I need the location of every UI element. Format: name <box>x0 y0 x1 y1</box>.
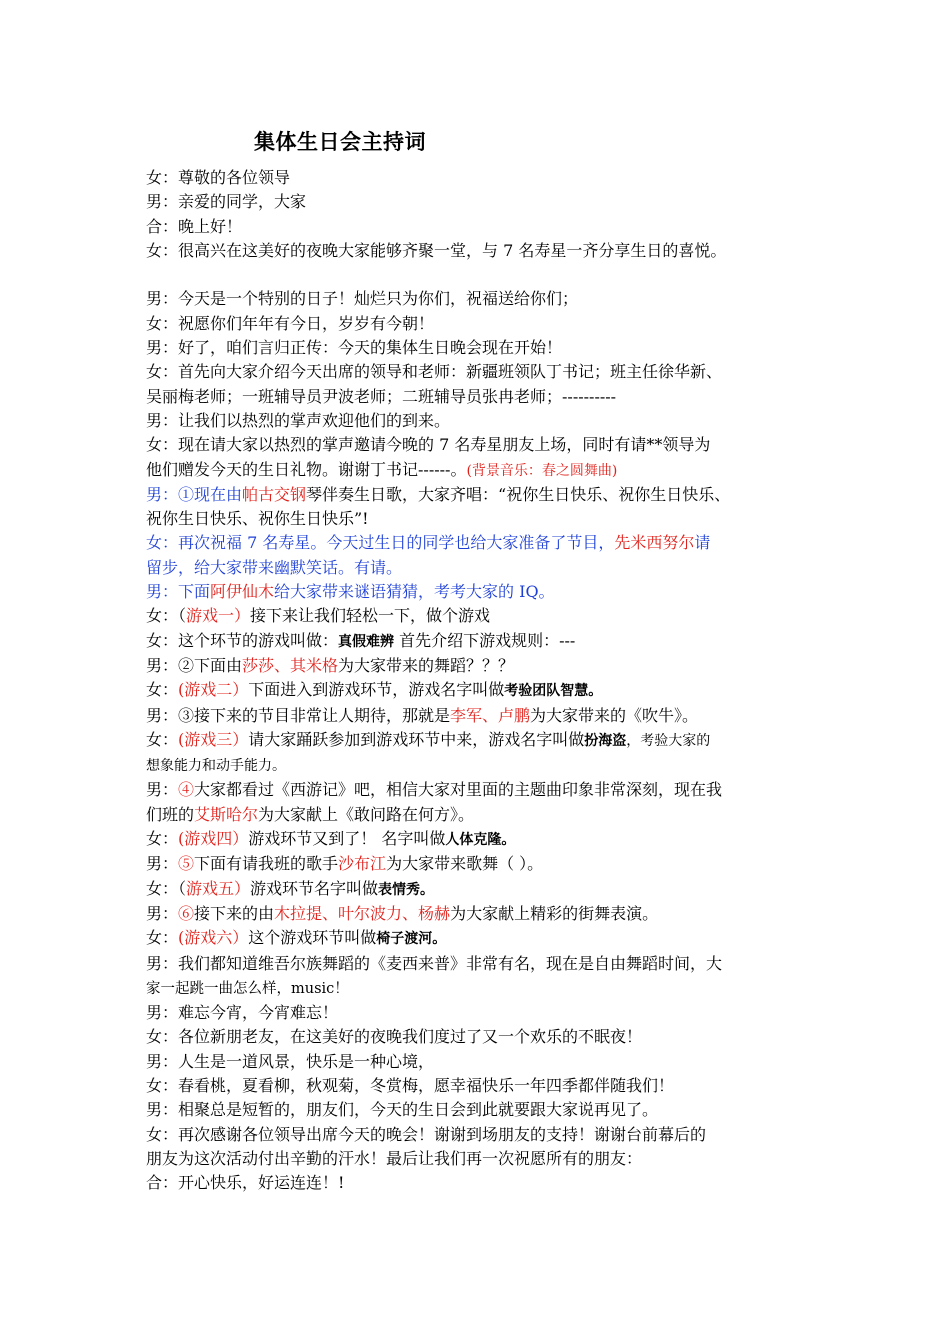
line-segment: 女：（ <box>146 878 187 898</box>
script-line <box>146 1001 826 1025</box>
line-segment: 男： <box>146 780 179 800</box>
line-segment: 木拉提、叶尔波力、杨赫 <box>274 903 451 923</box>
line-segment: 为大家献上精彩的街舞表演。 <box>450 903 659 923</box>
line-segment: 女： <box>146 928 179 948</box>
line-segment: 男：下面 <box>146 582 211 602</box>
line-segment: 游戏环节名字叫做 <box>250 878 379 898</box>
line-segment: 为大家带来的《吹牛》。 <box>530 705 699 725</box>
line-segment: 女：各位新朋老友，在这美好的夜晚我们度过了又一个欢乐的不眠夜！ <box>146 1027 643 1047</box>
line-segment: 男：②下面由 <box>146 655 243 675</box>
line-segment: 扮海盗 <box>584 732 627 749</box>
line-segment: 想象能力和动手能力。 <box>146 758 286 775</box>
script-line <box>146 852 826 876</box>
script-line <box>146 433 826 457</box>
line-segment: 请大家踊跃参加到游戏环节中来，游戏名字叫做 <box>248 729 585 749</box>
line-segment: 莎莎、其米格 <box>242 655 339 675</box>
line-segment: 表情秀。 <box>378 881 435 898</box>
line-segment: 首先介绍下游戏规则：--- <box>394 630 576 650</box>
line-segment: 男：让我们以热烈的掌声欢迎他们的到来。 <box>146 410 451 430</box>
line-segment: 帕古交钢 <box>242 484 307 504</box>
line-segment: ⑤ <box>178 854 195 874</box>
script-line <box>146 409 826 433</box>
document-title: 集体生日会主持词 <box>254 130 426 154</box>
line-segment: 真假难辨 <box>338 633 395 650</box>
script-line <box>146 952 826 976</box>
script-line <box>146 902 826 926</box>
script-line <box>146 678 826 703</box>
line-segment: 女：现在请大家以热烈的掌声邀请今晚的 7 名寿星朋友上场，同时有请**领导为 <box>146 435 711 455</box>
line-segment: 艾斯哈尔 <box>194 804 259 824</box>
line-segment: 男：①现在由 <box>146 484 243 504</box>
script-line <box>146 166 826 190</box>
line-segment: 女：很高兴在这美好的夜晚大家能够齐聚一堂，与 7 名寿星一齐分享生日的喜悦。 <box>146 240 727 260</box>
script-line <box>146 507 826 531</box>
line-segment: 游戏五） <box>186 878 251 898</box>
line-segment: 男：人生是一道风景，快乐是一种心境， <box>146 1051 435 1071</box>
script-line <box>146 1074 826 1098</box>
line-segment: 男：亲爱的同学，大家 <box>146 192 307 212</box>
line-segment: 朋友为这次活动付出辛勤的汗水！最后让我们再一次祝愿所有的朋友： <box>146 1148 643 1168</box>
script-line <box>146 287 826 311</box>
line-segment: 女： <box>146 829 179 849</box>
line-segment: 给大家带来谜语猜猜，考考大家的 IQ。 <box>274 582 555 602</box>
script-line <box>146 556 826 580</box>
script-line <box>146 1025 826 1049</box>
script-line <box>146 753 826 778</box>
line-segment: 们班的 <box>146 804 195 824</box>
script-line <box>146 239 826 263</box>
line-segment: 女： <box>146 729 179 749</box>
line-segment: 人体克隆。 <box>445 832 516 849</box>
line-segment: 留步，给大家带来幽默笑话。有请。 <box>146 557 403 577</box>
script-line <box>146 385 826 409</box>
line-segment: (游戏三） <box>178 729 249 749</box>
script-line <box>146 531 826 555</box>
script-line <box>146 215 826 239</box>
line-segment: 接下来的由 <box>194 903 275 923</box>
script-line <box>146 360 826 384</box>
script-line <box>146 976 826 1001</box>
line-segment: 李军、卢鹏 <box>450 705 531 725</box>
line-segment: 阿伊仙木 <box>210 582 275 602</box>
line-segment: 琴伴奏生日歌，大家齐唱：“祝你生日快乐、祝你生日快乐、 <box>306 484 731 504</box>
script-line <box>146 312 826 336</box>
script-line <box>146 580 826 604</box>
line-segment: 吴丽梅老师；一班辅导员尹波老师；二班辅导员张冉老师；---------- <box>146 386 617 406</box>
script-line <box>146 778 826 802</box>
line-segment: 大家都看过《西游记》吧，相信大家对里面的主题曲印象非常深刻，现在我 <box>194 780 723 800</box>
script-line <box>146 483 826 507</box>
script-line <box>146 1147 826 1171</box>
line-segment: 男： <box>146 903 179 923</box>
line-segment: 祝你生日快乐、祝你生日快乐”! <box>146 509 369 529</box>
line-segment: 合：晚上好！ <box>146 216 243 236</box>
line-segment: 接下来让我们轻松一下，做个游戏 <box>250 606 491 626</box>
line-segment: 考验团队智慧。 <box>504 683 603 700</box>
script-line <box>146 1098 826 1122</box>
line-segment: 为大家献上《敢问路在何方》。 <box>258 804 475 824</box>
line-segment: 为大家带来歌舞（ ）。 <box>386 854 544 874</box>
line-segment: 女：尊敬的各位领导 <box>146 168 291 187</box>
line-segment: ④ <box>178 780 195 800</box>
line-segment: 下面有请我班的歌手 <box>194 854 339 874</box>
script-line <box>146 604 826 628</box>
line-segment: 女：首先向大家介绍今天出席的领导和老师：新疆班领队丁书记；班主任徐华新、 <box>146 362 723 382</box>
line-segment: 游戏一） <box>186 606 251 626</box>
script-line <box>146 336 826 360</box>
script-line <box>146 926 826 951</box>
line-segment: (背景音乐：春之圆舞曲) <box>466 462 618 479</box>
line-segment: 男：今天是一个特别的日子！灿烂只为你们，祝福送给你们； <box>146 289 579 309</box>
script-line <box>146 877 826 902</box>
line-segment: 女：（ <box>146 606 187 626</box>
line-segment: 男：相聚总是短暂的，朋友们，今天的生日会到此就要跟大家说再见了。 <box>146 1100 659 1120</box>
line-segment: 请 <box>694 533 711 553</box>
line-segment: 他们赠发今天的生日礼物。谢谢丁书记------。 <box>146 459 467 479</box>
script-body <box>146 166 826 1195</box>
line-segment: (游戏二） <box>178 680 249 700</box>
line-segment: 为大家带来的舞蹈？？？ <box>338 655 515 675</box>
line-segment: 女：这个环节的游戏叫做： <box>146 630 339 650</box>
line-segment: 女：春看桃，夏看柳，秋观菊，冬赏梅，愿幸福快乐一年四季都伴随我们！ <box>146 1075 675 1095</box>
script-line <box>146 1171 826 1195</box>
script-line <box>146 629 826 654</box>
line-segment: 男：难忘今宵，今宵难忘！ <box>146 1003 339 1023</box>
line-segment: ⑥ <box>178 903 195 923</box>
line-segment: 沙布江 <box>338 854 387 874</box>
line-segment: 男：好了，咱们言归正传：今天的集体生日晚会现在开始！ <box>146 338 563 358</box>
line-segment: 女： <box>146 680 179 700</box>
line-segment: 男：我们都知道维吾尔族舞蹈的《麦西来普》非常有名，现在是自由舞蹈时间，大 <box>146 953 723 973</box>
line-segment: (游戏四） <box>178 829 249 849</box>
script-line <box>146 827 826 852</box>
line-segment: 先米西努尔 <box>614 533 695 553</box>
line-segment: (游戏六） <box>178 928 249 948</box>
script-line <box>146 190 826 214</box>
script-line <box>146 654 826 678</box>
script-line <box>146 728 826 753</box>
line-segment: 游戏环节又到了！ 名字叫做 <box>248 829 446 849</box>
line-segment: 男：③接下来的节目非常让人期待，那就是 <box>146 705 451 725</box>
line-segment: 椅子渡河。 <box>376 931 447 948</box>
blank-line <box>146 263 826 287</box>
script-line <box>146 1050 826 1074</box>
line-segment: 这个游戏环节叫做 <box>248 928 377 948</box>
line-segment: 男： <box>146 854 179 874</box>
line-segment: ，考验大家的 <box>626 732 711 749</box>
line-segment: 女：祝愿你们年年有今日，岁岁有今朝！ <box>146 313 435 333</box>
line-segment: 下面进入到游戏环节，游戏名字叫做 <box>248 680 505 700</box>
line-segment: 女：再次祝福 7 名寿星。今天过生日的同学也给大家准备了节目， <box>146 533 615 553</box>
line-segment: 女：再次感谢各位领导出席今天的晚会！谢谢到场朋友的支持！谢谢台前幕后的 <box>146 1124 707 1144</box>
script-line <box>146 1123 826 1147</box>
script-line <box>146 458 826 483</box>
script-line <box>146 704 826 728</box>
line-segment: 家一起跳一曲怎么样，music！ <box>146 980 349 997</box>
script-line <box>146 803 826 827</box>
line-segment: 合：开心快乐，好运连连！! <box>146 1173 345 1193</box>
